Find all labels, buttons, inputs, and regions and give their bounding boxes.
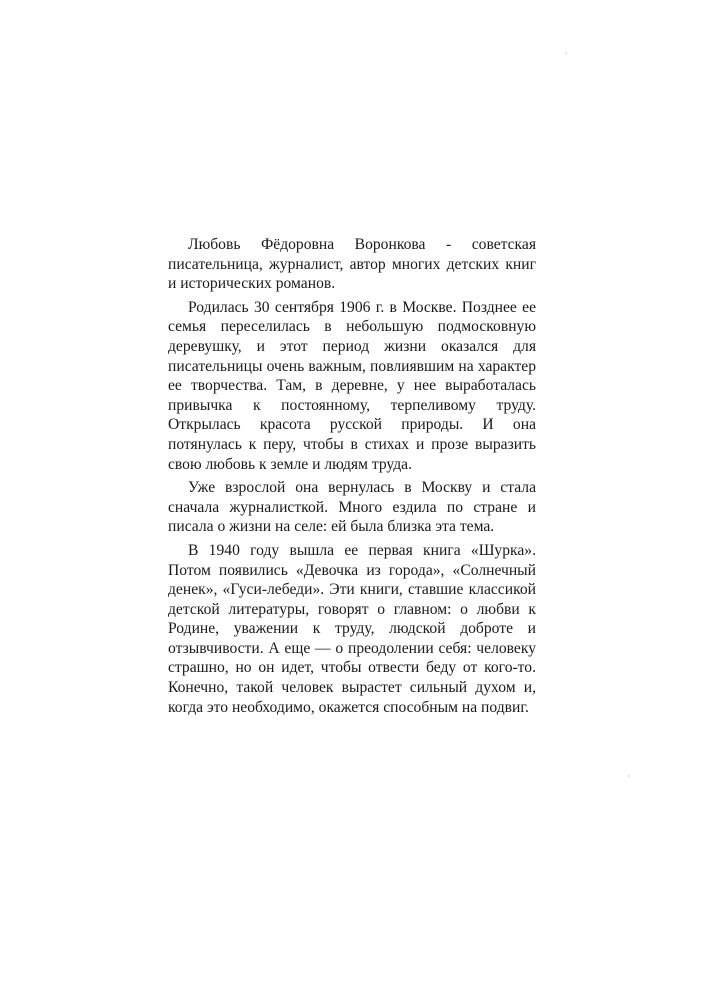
scan-speck xyxy=(628,775,630,777)
paragraph-intro: Любовь Фёдоровна Воронкова - советская писательница, журналист, автор многих детских книг и исторических романов. xyxy=(168,236,536,293)
biography-text xyxy=(168,235,536,721)
paragraph-early-life: Родилась 30 сентября 1906 г. в Москве. Позднее ее семья переселилась в небольшую подмосковную деревушку, и этот период жизни оказался для писательницы очень важным, повлиявшим на характер ее творчества. Там, в деревне, у нее выработалась привычка к постоянному, терпеливому труду. Открылась красота русской природы. И она потянулась к перу, чтобы в стихах и прозе выразить свою любовь к земле и людям труда. xyxy=(168,298,536,473)
paragraph-books: В 1940 году вышла ее первая книга «Шурка». Потом появились «Девочка из города», «Солнечный денек», «Гуси-лебеди». Эти книги, ставшие классикой детской литературы, говорят о главном: о любви к Родине, уважении к труду, людской доброте и отзывчивости. А еще — о преодолении себя: человеку страшно, но он идет, чтобы отвести беду от кого-то. Конечно, такой человек вырастет сильный духом и, когда это необходимо, окажется способным на подвиг. xyxy=(168,541,536,716)
scan-speck xyxy=(565,52,567,54)
paragraph-journalism: Уже взрослой она вернулась в Москву и стала сначала журналисткой. Много ездила по стране и писала о жизни на селе: ей была близка эта тема. xyxy=(168,479,536,536)
